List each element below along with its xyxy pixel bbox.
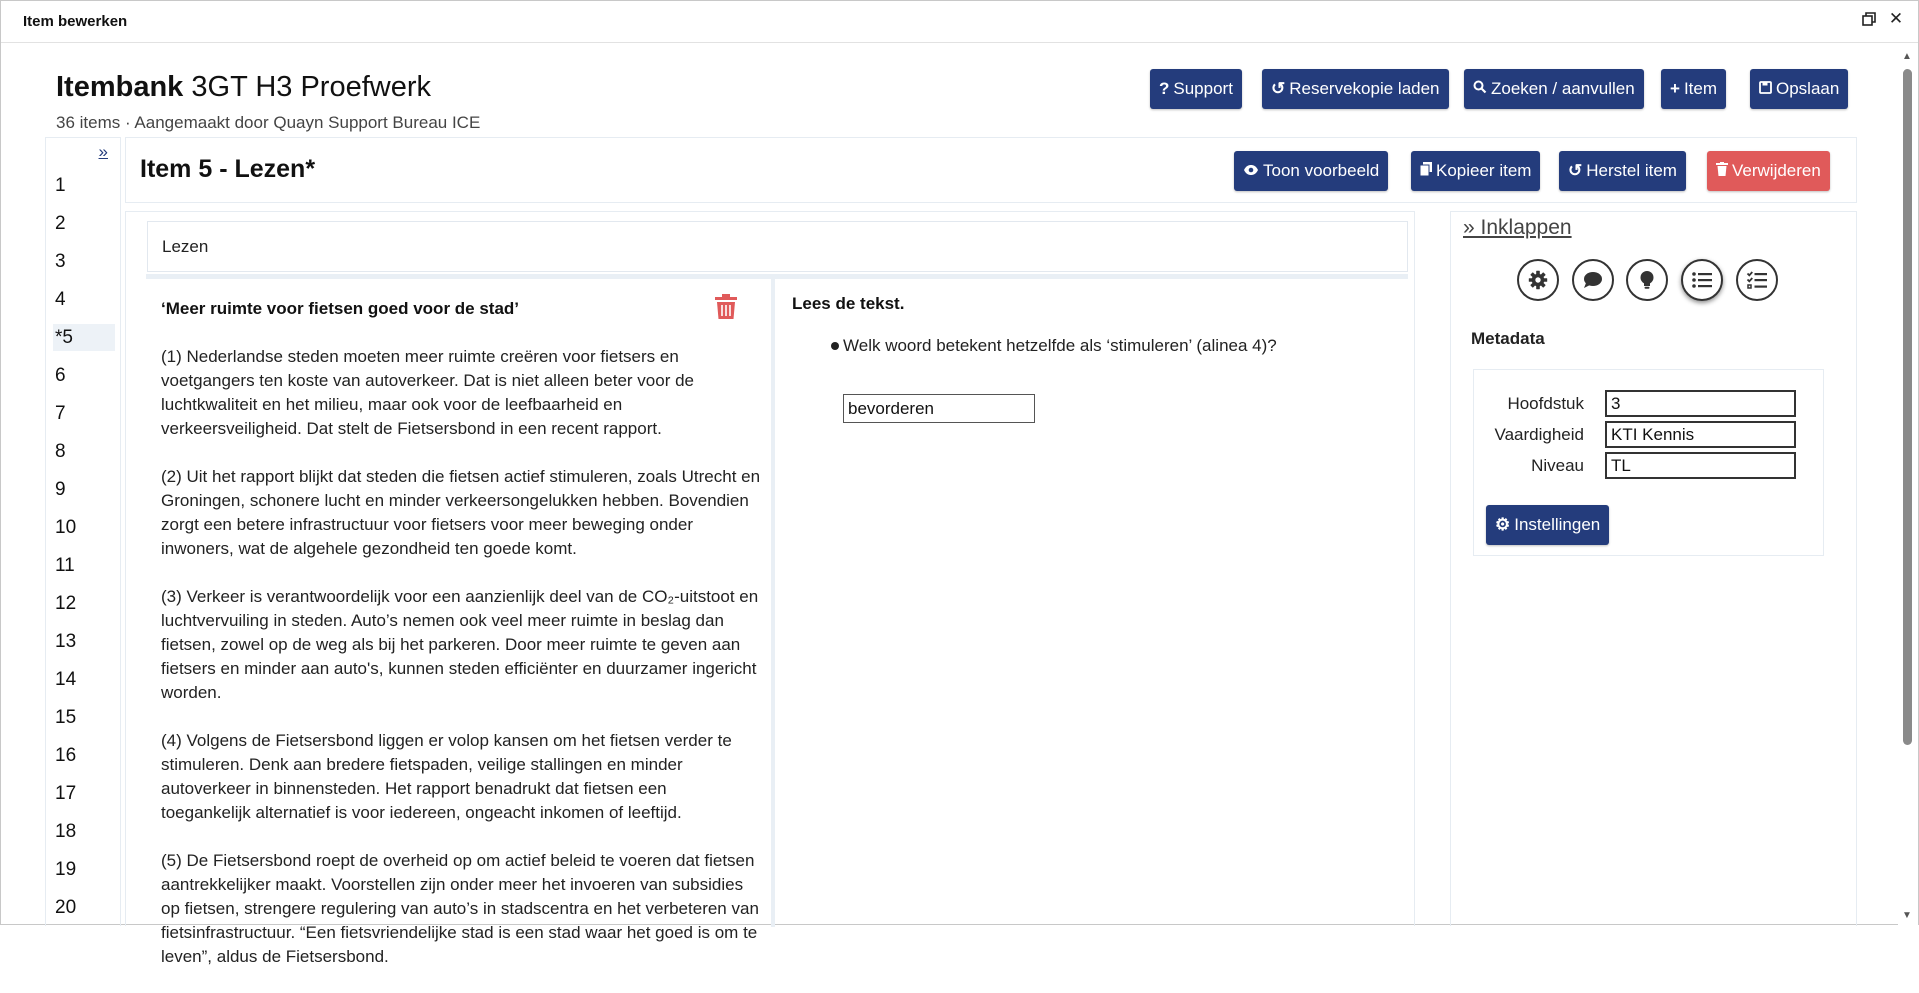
answer-input[interactable] (843, 394, 1035, 423)
page-subtitle: 36 items · Aangemaakt door Quayn Support Bureau ICE (56, 113, 481, 132)
level-label: Niveau (1531, 456, 1584, 475)
level-input[interactable] (1605, 452, 1796, 479)
lightbulb-icon[interactable] (1626, 259, 1668, 301)
sidebar-item-5[interactable]: *5 (53, 324, 115, 351)
trash-icon (1716, 151, 1728, 191)
list-icon[interactable] (1681, 259, 1723, 301)
add-item-button[interactable] (1661, 69, 1726, 109)
preview-button-label: Toon voorbeeld (1263, 161, 1380, 180)
skill-label: Vaardigheid (1494, 425, 1584, 444)
plus-icon: + (1670, 79, 1680, 98)
passage-title: ‘Meer ruimte voor fietsen goed voor de stad’ (161, 299, 520, 318)
copy-item-button[interactable] (1411, 151, 1540, 191)
search-supplement-button[interactable] (1464, 69, 1644, 109)
save-button-label: Opslaan (1776, 79, 1840, 98)
restore-item-button-label: Herstel item (1586, 161, 1677, 180)
passage-paragraph: (1) Nederlandse steden moeten meer ruimte creëren voor fietsers en voetgangers ten koste van autoverkeer. Dat is niet alleen beter voor de luchtkwaliteit en het milieu, maar ook voor de leefbaarheid en verkeersveiligheid. Dat stelt de Fietsersbond in een recent rapport. (161, 347, 694, 438)
settings-button[interactable] (1486, 505, 1609, 545)
sidebar-item-6[interactable]: 6 (55, 365, 66, 386)
sidebar-item-10[interactable]: 10 (55, 517, 77, 538)
item-editor (125, 211, 1415, 966)
passage-paragraph: (2) Uit het rapport blijkt dat steden die fietsen actief stimuleren, zoals Utrecht en Groningen, schonere lucht en minder verkeersongelukken hebben. Bovendien zorgt een betere infrastructuur voor fietsers voor meer beweging onder inwoners, wat de algehele gezondheid ten goede komt. (161, 467, 761, 558)
sidebar-item-1[interactable]: 1 (55, 175, 66, 196)
sidebar-item-7[interactable]: 7 (55, 403, 66, 424)
load-backup-button-label: Reservekopie laden (1289, 79, 1440, 98)
item-stem-field[interactable]: Lezen (147, 221, 1408, 272)
copy-item-button-label: Kopieer item (1436, 161, 1532, 180)
scrollbar-thumb[interactable] (1903, 69, 1912, 745)
add-item-button-label: Item (1683, 79, 1717, 98)
passage-paragraph: (3) Verkeer is verantwoordelijk voor een aanzienlijk deel van de CO₂-uitstoot en luchtvervuiling in steden. Auto’s nemen ook veel meer ruimte in beslag dan fietsen, zowel op de weg als bij het parkeren. Door meer ruimte te geven aan fietsers en minder aan auto's, kunnen steden efficiënter en duurzamer ingericht worden. (161, 587, 759, 702)
item-title: Item 5 - Lezen* (140, 155, 316, 183)
undo-icon: ↺ (1271, 79, 1286, 98)
page-title-name: 3GT H3 Proefwerk (191, 71, 431, 103)
copy-icon (1420, 151, 1432, 191)
gear-icon[interactable] (1517, 259, 1559, 301)
sidebar-item-13[interactable]: 13 (55, 631, 77, 652)
question-icon: ? (1159, 79, 1170, 98)
chapter-input[interactable] (1605, 390, 1796, 417)
chapter-label: Hoofdstuk (1507, 394, 1584, 413)
sidebar-item-20[interactable]: 20 (55, 897, 77, 918)
delete-passage-icon[interactable] (714, 294, 738, 320)
scroll-down-icon[interactable]: ▼ (1902, 910, 1912, 921)
passage-text[interactable] (161, 345, 761, 993)
sidebar-item-14[interactable]: 14 (55, 669, 77, 690)
skill-input[interactable] (1605, 421, 1796, 448)
passage-paragraph: (5) De Fietsersbond roept de overheid op om actief beleid te voeren dat fietsen aantrekkelijker maakt. Voorstellen zijn onder meer het invoeren van subsidies op fietsen, strengere regulering van auto’s in stadscentra en het verbeteren van fietsinfrastructuur. “Een fietsvriendelijke stad is een stad waar het goed is om te leven”, aldus de Fietsersbond. (161, 851, 759, 966)
sidebar-item-12[interactable]: 12 (55, 593, 77, 614)
restore-window-icon[interactable] (1859, 9, 1879, 29)
sidebar-item-3[interactable]: 3 (55, 251, 66, 272)
sidebar-item-18[interactable]: 18 (55, 821, 77, 842)
sidebar-item-4[interactable]: 4 (55, 289, 66, 310)
expand-sidebar-link[interactable]: » (98, 142, 108, 161)
search-icon (1473, 69, 1487, 109)
collapse-panel-link[interactable]: » Inklappen (1463, 216, 1572, 239)
support-button-label: Support (1173, 79, 1233, 98)
question-instruction: Lees de tekst. (792, 294, 905, 313)
scroll-up-icon[interactable]: ▲ (1902, 51, 1912, 62)
passage-panel (147, 279, 775, 966)
sidebar-item-19[interactable]: 19 (55, 859, 77, 880)
scrollbar[interactable] (1898, 45, 1918, 926)
sidebar-item-2[interactable]: 2 (55, 213, 66, 234)
bullet-icon (831, 342, 839, 350)
load-backup-button[interactable] (1262, 69, 1449, 109)
support-button[interactable] (1150, 69, 1242, 109)
window-title: Item bewerken (23, 13, 128, 30)
eye-icon (1243, 151, 1259, 191)
search-supplement-button-label: Zoeken / aanvullen (1491, 79, 1635, 98)
passage-paragraph: (4) Volgens de Fietsersbond liggen er volop kansen om het fietsen verder te stimuleren. Denk aan bredere fietspaden, veilige stallingen en minder autoverkeer in binnensteden. Het rapport benadrukt dat fietsen een toegankelijk alternatief is voor iedereen, ongeacht inkomen of leeftijd. (161, 731, 732, 822)
gear-icon: ⚙ (1495, 515, 1511, 534)
question-panel (779, 279, 1408, 927)
comment-icon[interactable] (1572, 259, 1614, 301)
sidebar-item-17[interactable]: 17 (55, 783, 77, 804)
restore-item-button[interactable] (1559, 151, 1686, 191)
properties-panel (1450, 211, 1857, 926)
delete-item-button[interactable] (1707, 151, 1830, 191)
metadata-heading: Metadata (1471, 329, 1545, 348)
close-icon[interactable]: ✕ (1888, 9, 1904, 28)
question-text: Welk woord betekent hetzelfde als ‘stimuleren’ (alinea 4)? (843, 336, 1277, 355)
preview-button[interactable] (1234, 151, 1388, 191)
checklist-icon[interactable] (1736, 259, 1778, 301)
sidebar-item-8[interactable]: 8 (55, 441, 66, 462)
delete-item-button-label: Verwijderen (1732, 161, 1821, 180)
sidebar-item-15[interactable]: 15 (55, 707, 77, 728)
item-sidebar (45, 137, 121, 926)
page-title (56, 71, 431, 104)
window-titlebar (1, 1, 1918, 43)
save-button[interactable] (1750, 69, 1848, 109)
settings-button-label: Instellingen (1514, 515, 1601, 534)
page-title-bold: Itembank (56, 71, 184, 103)
floppy-icon (1759, 69, 1772, 109)
sidebar-item-16[interactable]: 16 (55, 745, 77, 766)
undo-icon: ↺ (1568, 161, 1583, 180)
sidebar-item-9[interactable]: 9 (55, 479, 66, 500)
metadata-box (1473, 369, 1824, 556)
sidebar-item-11[interactable]: 11 (55, 555, 75, 576)
